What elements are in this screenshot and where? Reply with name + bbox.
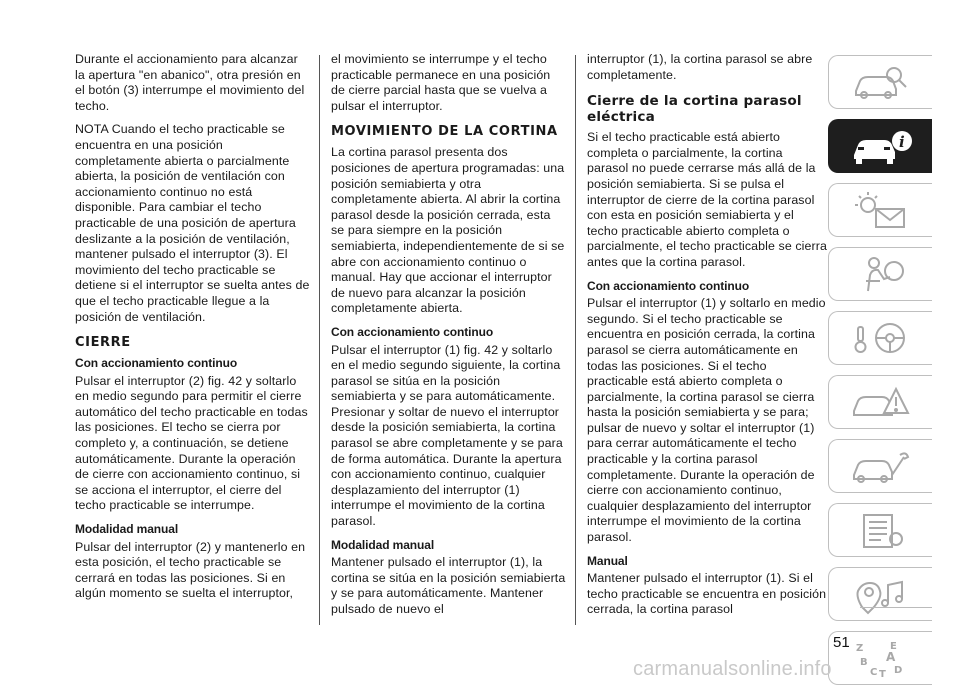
tab-lights-messages[interactable] [828, 183, 932, 237]
paragraph: Durante el accionamiento para alcanzar la apertura "en abanico", otra presión en el botón (3) interrumpe el movimiento del techo. [75, 52, 305, 113]
car-warning-icon [846, 381, 916, 423]
paragraph: interruptor (1), la cortina parasol se abre completamente. [587, 52, 813, 82]
paragraph: La cortina parasol presenta dos posiciones de apertura programadas: una posición semiabierta y otra completamente abierta. Al abrir la cortina parasol desde la posición cerrada, esta se para siempre en la posición semiabierta, independientemente de si se abre con accionamiento continuo o manual. Hay que accionar el interruptor de nuevo para alcanzar la posición completamente abierta. [331, 145, 565, 316]
car-search-icon [846, 61, 916, 103]
tab-multimedia[interactable] [828, 567, 932, 621]
tab-starting-driving[interactable] [828, 311, 932, 365]
subheading-continuous: Con accionamiento continuo [331, 324, 494, 339]
index-letter: A [885, 650, 895, 664]
text-column-3 [587, 52, 827, 626]
subheading-manual: Modalidad manual [75, 522, 179, 537]
subheading-continuous: Con accionamiento continuo [587, 278, 750, 293]
index-letter: E [889, 641, 897, 652]
index-letter: B [859, 657, 868, 668]
car-info-icon [846, 125, 916, 167]
subheading-manual: Manual [587, 553, 628, 568]
section-heading-cierre-cortina: Cierre de la cortina parasol eléctrica [587, 93, 802, 126]
light-envelope-icon [846, 189, 916, 231]
alphabet-index-icon [846, 637, 916, 679]
navigation-music-icon [846, 573, 916, 615]
paragraph: Si el techo practicable está abierto completa o parcialmente, la cortina parasol no puede cerrarse más allá de la posición semiabierta. Si se pulsa el interruptor de cierre de la cortina parasol con esta en posición semiabierta y el techo practicable abierto completa o parcialmente, el techo practicable se cierra antes que la cortina parasol. [587, 130, 827, 269]
tab-emergency[interactable] [828, 375, 932, 429]
paragraph: el movimiento se interrumpe y el techo practicable permanece en una posición de cierre parcial hasta que se vuelva a pulsar el interruptor. [331, 52, 551, 113]
steering-wheel-icon [846, 317, 916, 359]
tab-safety[interactable] [828, 247, 932, 301]
index-letter: T [878, 669, 886, 679]
page-number: 51 [833, 634, 850, 651]
paragraph: Mantener pulsado el interruptor (1), la cortina se sitúa en la posición semiabierta y se para automáticamente. Mantener pulsado de nuevo el [331, 555, 566, 616]
paragraph: Pulsar el interruptor (1) fig. 42 y soltarlo en el medio segundo siguiente, la cortina parasol se sitúa en la posición semiabierta y se para automáticamente. Presionar y soltar de nuevo el interruptor desde la posición semiabierta, la cortina parasol se abre completamente y se para de forma automática. Durante la apertura con accionamiento continuo, cualquier desplazamiento del interruptor (1) interrumpe el movimiento de la cortina parasol. [331, 342, 563, 529]
note-paragraph: NOTA Cuando el techo practicable se encuentra en una posición completamente abierta o parcialmente abierta, la posición de ventilación con accionamiento continuo no está disponible. Para cambiar el techo practicable de una posición de apertura deslizante a la posición de ventilación, mantener pulsado el interruptor (3). El movimiento del techo practicable se detiene si el interruptor se suelta antes de que el techo practicable llegue a la posición de ventilación. [75, 122, 310, 324]
airbag-person-icon [846, 253, 916, 295]
svg-text:i: i [898, 133, 905, 151]
text-column-2 [331, 52, 567, 626]
tab-technical-data[interactable] [828, 503, 932, 557]
index-letter: C [869, 667, 877, 678]
paragraph: Pulsar del interruptor (2) y mantenerlo en esta posición, el techo practicable se cerrará en todas las posiciones. Si en algún momento se suelta el interruptor, [75, 539, 306, 601]
tab-car-info[interactable] [828, 119, 932, 173]
subheading-manual: Modalidad manual [331, 537, 435, 552]
section-heading-movimiento: MOVIMIENTO DE LA CORTINA [331, 124, 558, 140]
tab-maintenance[interactable] [828, 439, 932, 493]
column-divider [319, 55, 320, 625]
index-letter: D [893, 665, 902, 676]
tab-car-search[interactable] [828, 55, 932, 109]
column-divider [575, 55, 576, 625]
text-column-1 [75, 52, 311, 610]
chapter-tabs [828, 55, 932, 695]
paragraph: Pulsar el interruptor (1) y soltarlo en medio segundo. Si el techo practicable se encuentra en posición cerrada, la cortina parasol se cierra automáticamente en todas las posiciones. Si el techo practicable está abierto completa o parcialmente, la cortina parasol se cierra hasta la posición semiabierta y se para; pulsar de nuevo y soltar el interruptor (1) para cerrar automáticamente el techo practicable y la cortina parasol completamente. Durante la operación de cierre con accionamiento continuo, cualquier desplazamiento del interruptor interrumpe el movimiento de la cortina parasol. [587, 296, 826, 545]
data-list-icon [846, 509, 916, 551]
subheading-continuous: Con accionamiento continuo [75, 356, 238, 371]
tab-bottom-rule [860, 607, 932, 608]
paragraph: Mantener pulsado el interruptor (1). Si el techo practicable se encuentra en posición cerrada, la cortina parasol [587, 571, 827, 617]
paragraph: Pulsar el interruptor (2) fig. 42 y soltarlo en medio segundo para permitir el cierre automático del techo practicable en todas las posiciones. El techo se cierra por completo y, a continuación, se detiene automáticamente. Durante la operación de cierre con accionamiento continuo, si se acciona el interruptor, el cierre del techo practicable se interrumpe. [75, 373, 308, 513]
index-letter: Z [855, 643, 863, 654]
section-heading-cierre: CIERRE [75, 335, 131, 351]
car-wrench-icon [846, 445, 916, 487]
watermark: carmanualsonline.info [633, 658, 832, 680]
